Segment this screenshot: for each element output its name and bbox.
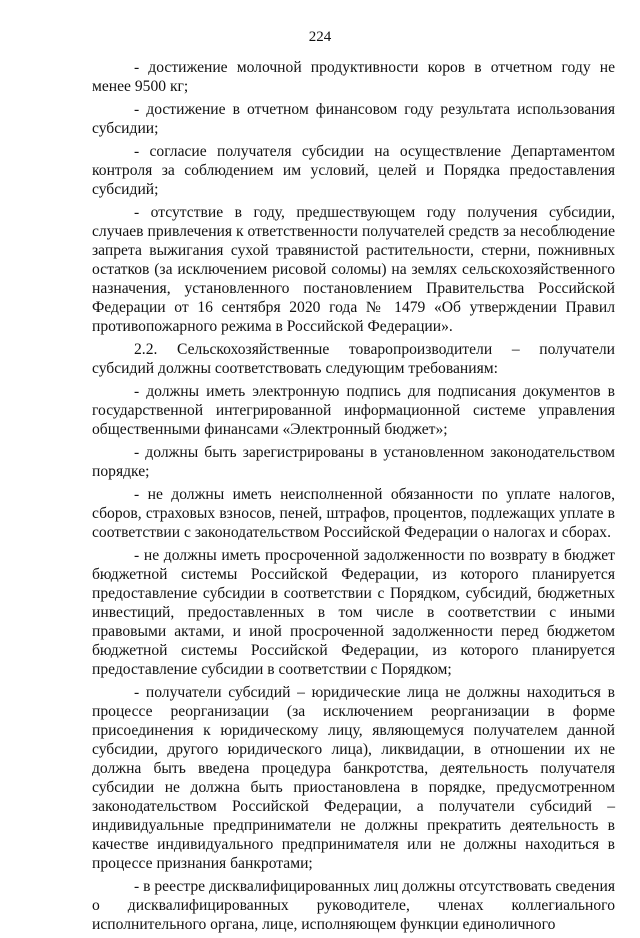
paragraph-control-consent: - согласие получателя субсидии на осуществление Департаментом контроля за соблюдением им условий, целей и Порядка предоставления субсидий; — [92, 143, 615, 198]
paragraph-tax-obligations: - не должны иметь неисполненной обязанности по уплате налогов, сборов, страховых взносов, пеней, штрафов, процентов, подлежащих уплате в соответствии с законодательством Российской Федерации о налогах и сборах. — [92, 486, 615, 541]
paragraph-overdue-debt: - не должны иметь просроченной задолженности по возврату в бюджет бюджетной системы Российской Федерации, из которого планируется предоставление субсидии в соответствии с Порядком, субсидий, бюджетных инвестиций, предоставленных в том числе в соответствии с иными правовыми актами, и иной просроченной задолженности перед бюджетом бюджетной системы Российской Федерации, из которого планируется предоставление субсидии в соответствии с Порядком; — [92, 547, 615, 678]
paragraph-section-2-2: 2.2. Сельскохозяйственные товаропроизводители – получатели субсидий должны соответствовать следующим требованиям: — [92, 341, 615, 377]
paragraph-milk-yield: - достижение молочной продуктивности коров в отчетном году не менее 9500 кг; — [92, 59, 615, 95]
paragraph-disqualified-registry: - в реестре дисквалифицированных лиц должны отсутствовать сведения о дисквалифицированных руководителе, членах коллегиального исполнительного органа, лице, исполняющем функции единоличного — [92, 878, 615, 933]
document-body — [92, 58, 615, 938]
paragraph-reorganization: - получатели субсидий – юридические лица не должны находиться в процессе реорганизации (за исключением реорганизации в форме присоединения к юридическому лицу, являющемуся получателем данной субсидии, другого юридического лица), ликвидации, в отношении их не должна быть введена процедура банкротства, деятельность получателя субсидии не должна быть приостановлена в порядке, предусмотренном законодательством Российской Федерации, а получатели субсидий – индивидуальные предприниматели не должны прекратить деятельность в качестве индивидуального предпринимателя или не должны находиться в процессе признания банкротами; — [92, 684, 615, 872]
paragraph-fire-safety: - отсутствие в году, предшествующем году получения субсидии, случаев привлечения к ответственности получателей средств за несоблюдение запрета выжигания сухой травянистой растительности, стерни, пожнивных остатков (за исключением рисовой соломы) на землях сельскохозяйственного назначения, установленного постановлением Правительства Российской Федерации от 16 сентября 2020 года № 1479 «Об утверждении Правил противопожарного режима в Российской Федерации». — [92, 204, 615, 335]
paragraph-electronic-signature: - должны иметь электронную подпись для подписания документов в государственной интегрированной информационной системе управления общественными финансами «Электронный бюджет»; — [92, 383, 615, 438]
page-number: 224 — [308, 29, 332, 45]
paragraph-registration: - должны быть зарегистрированы в установленном законодательством порядке; — [92, 444, 615, 480]
paragraph-subsidy-result: - достижение в отчетном финансовом году результата использования субсидии; — [92, 101, 615, 137]
